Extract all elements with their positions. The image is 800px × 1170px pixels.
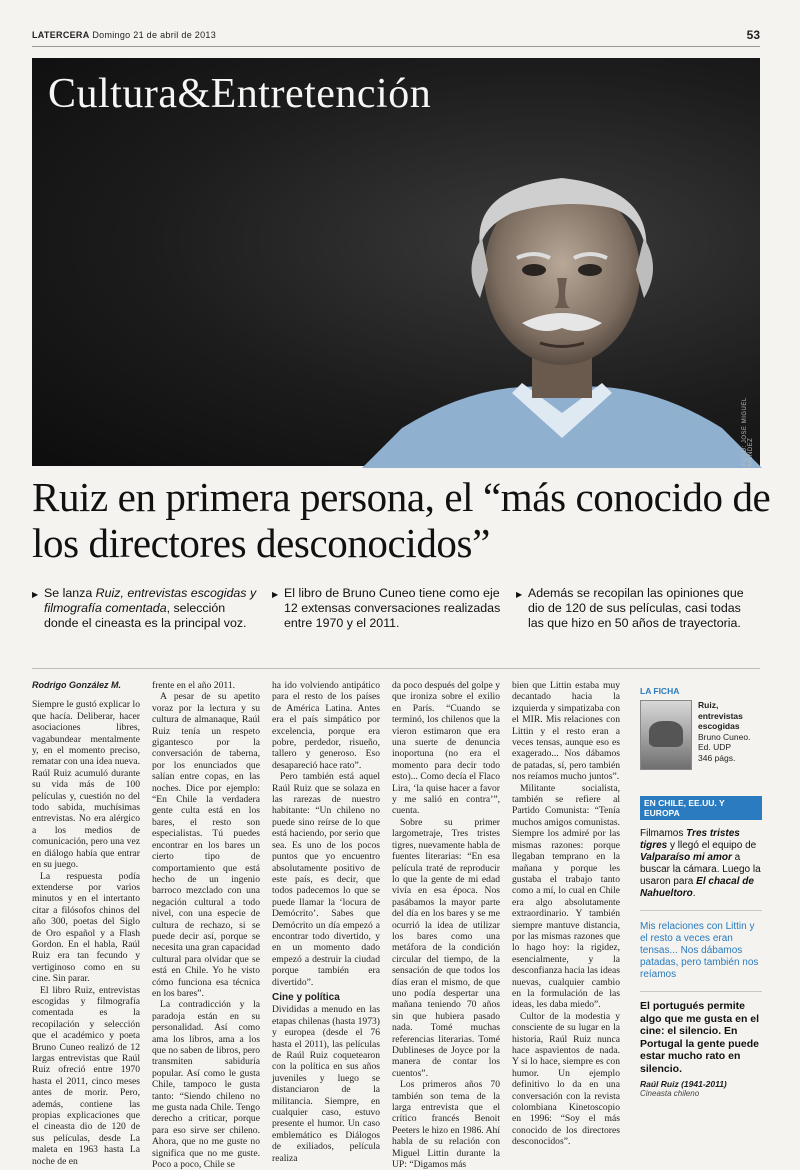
column-5 (512, 680, 620, 1148)
paragraph: Sobre su primer largometraje, Tres tristes tigres, nuevamente habla de fuentes literarias: “En esa película traté de reproducir lo que la gente de mi edad vivía en esa época. Nos pasábamos la mayor parte del día en los bares y se me ocurrió la idea de utilizar los bares como una metáfora de la condición circular del tiempo, de la sensación de que todos los días eran el mismo, de que uno podía despertar una mañana teniendo 70 años sin que hubiera pasado nada. Tomé muchas referencias literarias. Tomé Dublineses de Joyce por la manera de contar los cuentos”. (392, 816, 500, 1079)
sidebar-section-heading: EN CHILE, EE.UU. Y EUROPA (640, 796, 762, 820)
column-2 (152, 680, 260, 1170)
deck-1 (32, 586, 262, 631)
photo-credit: FOTO: JOSÉ MIGUEL MÉNDEZ (742, 397, 754, 466)
paragraph: ha ido volviendo antipático para el resto de los países de América Latina. Antes era el país simpático por excelencia, porque era pobre, perdedor, risueño, tallero y generoso. Eso desapareció hace rato”. (272, 680, 380, 771)
sidebar-text (640, 828, 762, 900)
deck-3: ▶ Además se recopilan las opiniones que dio de 120 de sus películas, casi todas las que hizo en 50 años de trayectoria. (516, 586, 760, 631)
paragraph: Siempre le gustó explicar lo que hacía. Deliberar, hacer asociaciones libres, vagabundear mentalmente y, en el momento preciso, rematar con una idea nueva. Raúl Ruiz acumuló durante su vida más de 100 películas y, cuestión no del todo sabida, muchísimas entrevistas. No era alérgico a los medios de comunicación, pero una vez en diálogo había que entrar en su juego. (32, 699, 140, 871)
sidebar-text-part: a buscar la cámara. Luego la usaron para (640, 852, 761, 887)
paragraph: Divididas a menudo en las etapas chilenas (hasta 1973) y europea (desde el 76 hasta el 2011), las películas de Raúl Ruiz coquetearon con la política en sus años juveniles y luego se distanciaron de la militancia. Siempre, en cualquier caso, estuvo presente el humor. Un caso emblemático es Diálogos de exiliados, película realiza (272, 1004, 380, 1164)
fact-box (640, 700, 762, 792)
paragraph: frente en el año 2011. (152, 680, 236, 691)
section-title: Cultura&Entretención (48, 71, 432, 117)
column-1 (32, 680, 140, 1167)
quote-attribution-role: Cineasta chileno (640, 1089, 700, 1098)
paper-name: LATERCERA (32, 30, 90, 40)
film-title: El chacal de Nahueltoro (640, 876, 754, 899)
paragraph: da poco después del golpe y que ironiza sobre el exilio en París. “Cuando se terminó, los chilenos que la vieron estimaron que era una suerte de denuncia inoportuna (no era el momento para decir todo esto)... Como decía el Flaco Lira, ‘la quise hacer a favor y me salió en contra’”, cuenta. (392, 680, 500, 817)
sidebar-text-part: Filmamos (640, 828, 687, 839)
film-title: Valparaíso mi amor (640, 852, 732, 863)
paragraph: Pero también está aquel Raúl Ruiz que se solaza en las rarezas de nuestro habitante: “Un chileno no puede sino reírse de lo que está haciendo, por serio que sea. Es uno de los pocos puntos que yo encuentro absolutamente positivo de este país, es decir, que todos padecemos lo que se puede llamar la ‘locura de Demócrito’. Sabes que Demócrito un día empezó a encontrar todo divertido, y en un momento dado empezó a destruir la ciudad porque también era divertido”. (272, 771, 380, 988)
section-divider (32, 668, 760, 669)
subheadlines (32, 586, 760, 664)
deck-1-post: , selección donde el cineasta es la principal voz. (44, 601, 247, 630)
paragraph: La respuesta podía extenderse por varios minutos y en el intertanto citar a filósofos chinos del año 300, poetas del Siglo de Oro español y a Flash Gordon. En el habla, Raúl Ruiz era tan fecundo y vertiginoso como en su cine. Sin parar. (32, 870, 140, 985)
hero-photo (32, 58, 760, 466)
sidebar-text-part: . (692, 888, 696, 899)
column-3 (272, 680, 380, 1164)
book-info (698, 700, 762, 763)
quote-attribution: Raúl Ruiz (1941-2011) (640, 1079, 727, 1089)
byline: Rodrigo González M. (32, 680, 121, 690)
paragraph: La contradicción y la paradoja están en su personalidad. Así como ama los libros, ama a los que no saben de libros, pero transmiten sabiduría popular. Así como le gusta Chile, tampoco le gusta tanto: “Siendo chileno no me gusta nada Chile. Tengo derecho a criticar, porque para eso sirve ser chileno. Ahora, que no me guste no significa que no me guste. Poco a poco, Chile se (152, 999, 260, 1170)
pull-quote-blue: Mis relaciones con Littin y el resto a veces eran tensas... Nos dábamos patadas, pero también nos reíamos (640, 910, 762, 981)
paragraph: Cultor de la modestia y consciente de su lugar en la historia, Raúl Ruiz nunca hace aspavientos de nada. Y si lo hace, siempre es con humor. Un ejemplo definitivo lo da en una conversación con la revista colombiana Kinetoscopio en 1996: “Soy el más conocido de los directores desconocidos”. (512, 1010, 620, 1148)
paragraph: Los primeros años 70 también son tema de la larga entrevista que el crítico francés Benoit Peeters le hizo en 1986. Ahí habla de su relación con Miguel Littin durante la UP: “Digamos más (392, 1079, 500, 1170)
paper-date-line (32, 30, 216, 40)
sidebar (640, 680, 762, 1098)
deck-1-italic: Ruiz, entrevistas escogidas y filmografía comentada (44, 586, 257, 615)
fact-box-heading: LA FICHA (640, 686, 680, 696)
book-cover-image (640, 700, 692, 770)
paragraph: El libro Ruiz, entrevistas escogidas y filmografía comentada es la recopilación y selección que el académico y poeta Bruno Cuneo realizó de 12 largas entrevistas que Raúl Ruiz ofreció entre 1970 hasta el 2011, cinco meses antes de morir. Pero, además, contiene las propias explicaciones que el cineasta dio de 120 de sus películas, desde La maleta en 1963 hasta La noche de en (32, 984, 140, 1167)
portrait-illustration (362, 178, 762, 468)
page-number: 53 (746, 28, 760, 42)
film-title: Tres tristes tigres (640, 828, 740, 851)
pull-quote: El portugués permite algo que me gusta en el cine: el silencio. En Portugal la gente puede estar mucho rato en silencio. (640, 991, 762, 1075)
page-header (32, 28, 760, 47)
book-pages: 346 págs. (698, 752, 736, 763)
issue-date: Domingo 21 de abril de 2013 (92, 30, 217, 40)
book-author: Bruno Cuneo. (698, 731, 751, 742)
column-4 (392, 680, 500, 1170)
deck-2: ▶ El libro de Bruno Cuneo tiene como eje 12 extensas conversaciones realizadas entre 1970 y el 2011. (272, 586, 502, 631)
book-title: Ruiz, entrevistas escogidas (698, 700, 743, 731)
headline: Ruiz en primera persona, el “más conocido de los directores desconocidos” (32, 474, 771, 566)
subheading: Cine y política (272, 991, 340, 1003)
paragraph: A pesar de su apetito voraz por la lectura y su cultura de almanaque, Raúl Ruiz tenía un respeto gigantesco por la conversación de taberna, por los enunciados que salían entre copas, en las noches. Dice por ejemplo: “En Chile la verdadera gente culta está en los bares, el resto son especialistas. Tú puedes encontrar en los bares un cierto tipo de comportamiento que está hecho de un ingenio barroco mezclado con una negación cultural a todo nivel, con una especie de cultura de rechazo, si se puede decir así, porque se necesita una gran capacidad cultural para olvidar que se está en Chile. Yo he visto cómo funciona esa técnica en los bares”. (152, 691, 260, 999)
sidebar-text-part: y llegó el equipo de (667, 840, 757, 851)
book-publisher: Ed. UDP (698, 742, 732, 752)
paragraph: bien que Littin estaba muy decantado hacia la izquierda y simpatizaba con el MIR. Mis relaciones con Littin y el resto eran a veces tensas, aunque eso es exagerado... Nos dábamos de patadas, sí, pero también nos reíamos mucho juntos”. (512, 680, 620, 783)
deck-1-pre: Se lanza (44, 586, 96, 600)
paragraph: Militante socialista, también se refiere al Partido Comunista: “Tenía muchos amigos comunistas. Siempre los admiré por las mismas razones: porque llegaban temprano en la mañana y porque les gustaba el trabajo tanto como a mí, lo cual en Chile era algo absolutamente extraordinario. Y también siempre mantuve distancia, por las mismas razones que lo hago hoy: la rigidez, esencialmente, y la desconfianza hacia las ideas nuevas, cualquier cambio en la formulación de las ideas, les daba miedo”. (512, 782, 620, 1011)
